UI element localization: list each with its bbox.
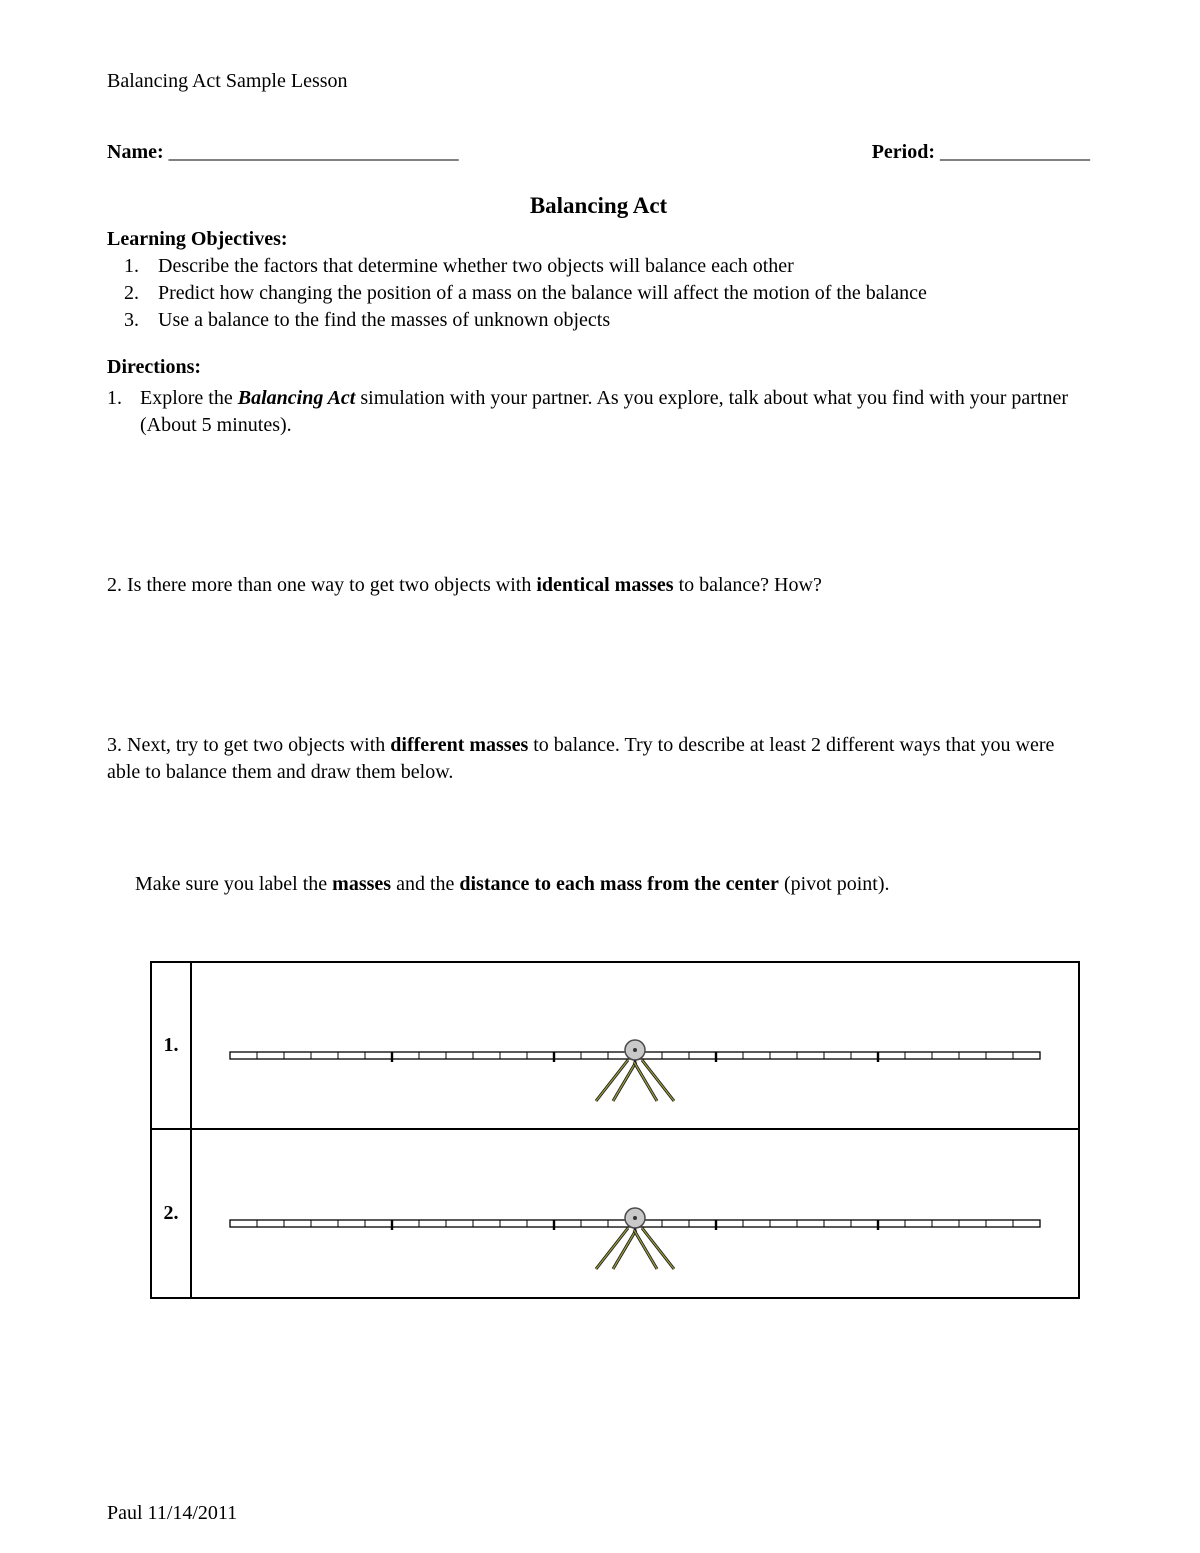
objective-number: 2.	[124, 282, 139, 304]
drawing-area-2	[192, 1130, 1078, 1297]
balance-beam-diagram	[195, 1168, 1075, 1274]
objective-item	[107, 307, 1090, 334]
simulation-name: Balancing Act	[237, 387, 356, 409]
objective-text: Use a balance to the find the masses of unknown objects	[158, 309, 611, 331]
name-blank-line: _____________________________	[168, 141, 459, 163]
objective-number: 3.	[124, 309, 139, 331]
drawing-table	[150, 961, 1080, 1299]
direction-item	[107, 385, 1090, 439]
page-title: Balancing Act	[529, 193, 668, 218]
balance-beam-diagram	[195, 1000, 1075, 1106]
row-number: 2.	[152, 1130, 192, 1297]
direction-number: 1.	[107, 387, 122, 409]
direction-text: Explore the Balancing Act simulation with your partner. As you explore, talk about what you find with your partner (About 5 minutes).	[140, 387, 1069, 436]
period-label: Period:	[871, 141, 935, 163]
question-3: 3. Next, try to get two objects with different masses to balance. Try to describe at least 2 different ways that you were able to balance them and draw them below.	[107, 734, 1055, 783]
learning-objectives-section	[107, 226, 1090, 334]
row-number: 1.	[152, 963, 192, 1128]
question-2: 2. Is there more than one way to get two objects with identical masses to balance? How?	[107, 574, 822, 596]
objective-text: Predict how changing the position of a mass on the balance will affect the motion of the balance	[158, 282, 927, 304]
labeling-note: Make sure you label the masses and the distance to each mass from the center (pivot point).	[135, 873, 890, 895]
objective-number: 1.	[124, 255, 139, 277]
document-footer: Paul 11/14/2011	[107, 1502, 238, 1524]
objective-item	[107, 253, 1090, 280]
objective-text: Describe the factors that determine whether two objects will balance each other	[158, 255, 794, 277]
name-label: Name:	[107, 141, 164, 163]
period-blank-line: _______________	[940, 141, 1090, 163]
drawing-area-1	[192, 963, 1078, 1128]
directions-section	[107, 354, 1090, 439]
name-period-row	[107, 139, 1090, 166]
objective-item	[107, 280, 1090, 307]
table-row	[152, 1130, 1078, 1297]
name-field	[107, 139, 459, 166]
directions-heading: Directions:	[107, 356, 202, 378]
period-field	[872, 139, 1090, 166]
table-row	[152, 963, 1078, 1130]
document-header: Balancing Act Sample Lesson	[107, 70, 348, 92]
objectives-heading: Learning Objectives:	[107, 228, 288, 250]
